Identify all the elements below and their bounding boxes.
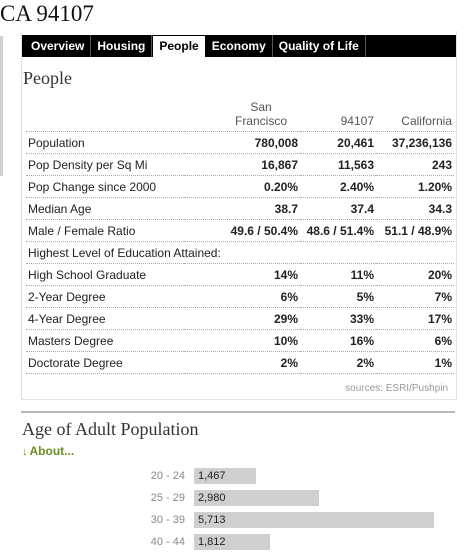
cell-value: 49.6 / 50.4% bbox=[184, 220, 300, 242]
table-row bbox=[26, 330, 454, 352]
age-bar-value: 1,467 bbox=[198, 470, 226, 482]
cell-value: 34.3 bbox=[376, 198, 454, 220]
column-header-san-francisco: San Francisco bbox=[184, 100, 300, 132]
cell-value: 2% bbox=[184, 352, 300, 374]
age-range-label: 20 - 24 bbox=[150, 470, 185, 482]
age-bar-value: 2,980 bbox=[198, 492, 226, 504]
sources-note: sources: ESRI/Pushpin bbox=[345, 383, 448, 394]
cell-value: 1.20% bbox=[376, 176, 454, 198]
cell-value: 14% bbox=[184, 264, 300, 286]
tab-overview[interactable]: Overview bbox=[22, 35, 91, 57]
row-label: Male / Female Ratio bbox=[26, 220, 184, 242]
cell-value: 2% bbox=[300, 352, 376, 374]
age-bar-row bbox=[130, 467, 460, 489]
table-row bbox=[26, 176, 454, 198]
age-bar bbox=[194, 512, 434, 528]
table-row bbox=[26, 132, 454, 154]
row-label: Population bbox=[26, 132, 184, 154]
tab-quality-of-life[interactable]: Quality of Life bbox=[273, 35, 366, 57]
section-divider bbox=[21, 411, 455, 413]
row-label: High School Graduate bbox=[26, 264, 184, 286]
tab-people[interactable]: People bbox=[152, 35, 205, 57]
cell-value: 1% bbox=[376, 352, 454, 374]
table-row bbox=[26, 308, 454, 330]
cell-value: 243 bbox=[376, 154, 454, 176]
age-bar-value: 5,713 bbox=[198, 514, 226, 526]
cell-value: 11,563 bbox=[300, 154, 376, 176]
people-panel bbox=[21, 31, 457, 400]
cell-value: 37.4 bbox=[300, 198, 376, 220]
age-range-label: 25 - 29 bbox=[150, 492, 185, 504]
cell-value: 11% bbox=[300, 264, 376, 286]
section-row-education bbox=[26, 242, 454, 264]
table-row bbox=[26, 264, 454, 286]
down-arrow-icon: ↓ bbox=[22, 446, 28, 458]
section-title-age: Age of Adult Population bbox=[22, 419, 199, 439]
row-label: Masters Degree bbox=[26, 330, 184, 352]
table-row bbox=[26, 220, 454, 242]
table-row bbox=[26, 198, 454, 220]
cell-value: 10% bbox=[184, 330, 300, 352]
left-rail bbox=[0, 36, 3, 176]
page-title: CA 94107 bbox=[0, 1, 94, 26]
cell-value: 16,867 bbox=[184, 154, 300, 176]
row-label: Median Age bbox=[26, 198, 184, 220]
row-label: 4-Year Degree bbox=[26, 308, 184, 330]
cell-value: 16% bbox=[300, 330, 376, 352]
people-stats-table bbox=[26, 100, 454, 374]
table-row bbox=[26, 154, 454, 176]
section-label: Highest Level of Education Attained: bbox=[26, 242, 454, 264]
row-label: 2-Year Degree bbox=[26, 286, 184, 308]
row-label: Doctorate Degree bbox=[26, 352, 184, 374]
column-header-california: California bbox=[376, 100, 454, 132]
cell-value: 33% bbox=[300, 308, 376, 330]
cell-value: 0.20% bbox=[184, 176, 300, 198]
row-label: Pop Density per Sq Mi bbox=[26, 154, 184, 176]
cell-value: 6% bbox=[376, 330, 454, 352]
cell-value: 780,008 bbox=[184, 132, 300, 154]
about-link[interactable] bbox=[22, 444, 74, 458]
cell-value: 38.7 bbox=[184, 198, 300, 220]
header-blank bbox=[26, 100, 184, 132]
age-bar-row bbox=[130, 511, 460, 533]
table-row bbox=[26, 352, 454, 374]
age-bar-chart bbox=[130, 467, 460, 555]
table-row bbox=[26, 286, 454, 308]
cell-value: 20,461 bbox=[300, 132, 376, 154]
tab-bar bbox=[22, 35, 456, 57]
tab-economy[interactable]: Economy bbox=[206, 35, 273, 57]
cell-value: 48.6 / 51.4% bbox=[300, 220, 376, 242]
cell-value: 2.40% bbox=[300, 176, 376, 198]
age-range-label: 30 - 39 bbox=[150, 514, 185, 526]
table-header-row bbox=[26, 100, 454, 132]
age-bar-row bbox=[130, 489, 460, 511]
cell-value: 17% bbox=[376, 308, 454, 330]
section-title-people: People bbox=[23, 68, 72, 88]
cell-value: 51.1 / 48.9% bbox=[376, 220, 454, 242]
about-link-label: About... bbox=[29, 444, 75, 458]
cell-value: 6% bbox=[184, 286, 300, 308]
column-header-94107: 94107 bbox=[300, 100, 376, 132]
tab-housing[interactable]: Housing bbox=[91, 35, 152, 57]
row-label: Pop Change since 2000 bbox=[26, 176, 184, 198]
cell-value: 7% bbox=[376, 286, 454, 308]
cell-value: 5% bbox=[300, 286, 376, 308]
cell-value: 20% bbox=[376, 264, 454, 286]
age-bar-value: 1,812 bbox=[198, 536, 226, 548]
age-range-label: 40 - 44 bbox=[150, 536, 185, 548]
cell-value: 29% bbox=[184, 308, 300, 330]
cell-value: 37,236,136 bbox=[376, 132, 454, 154]
